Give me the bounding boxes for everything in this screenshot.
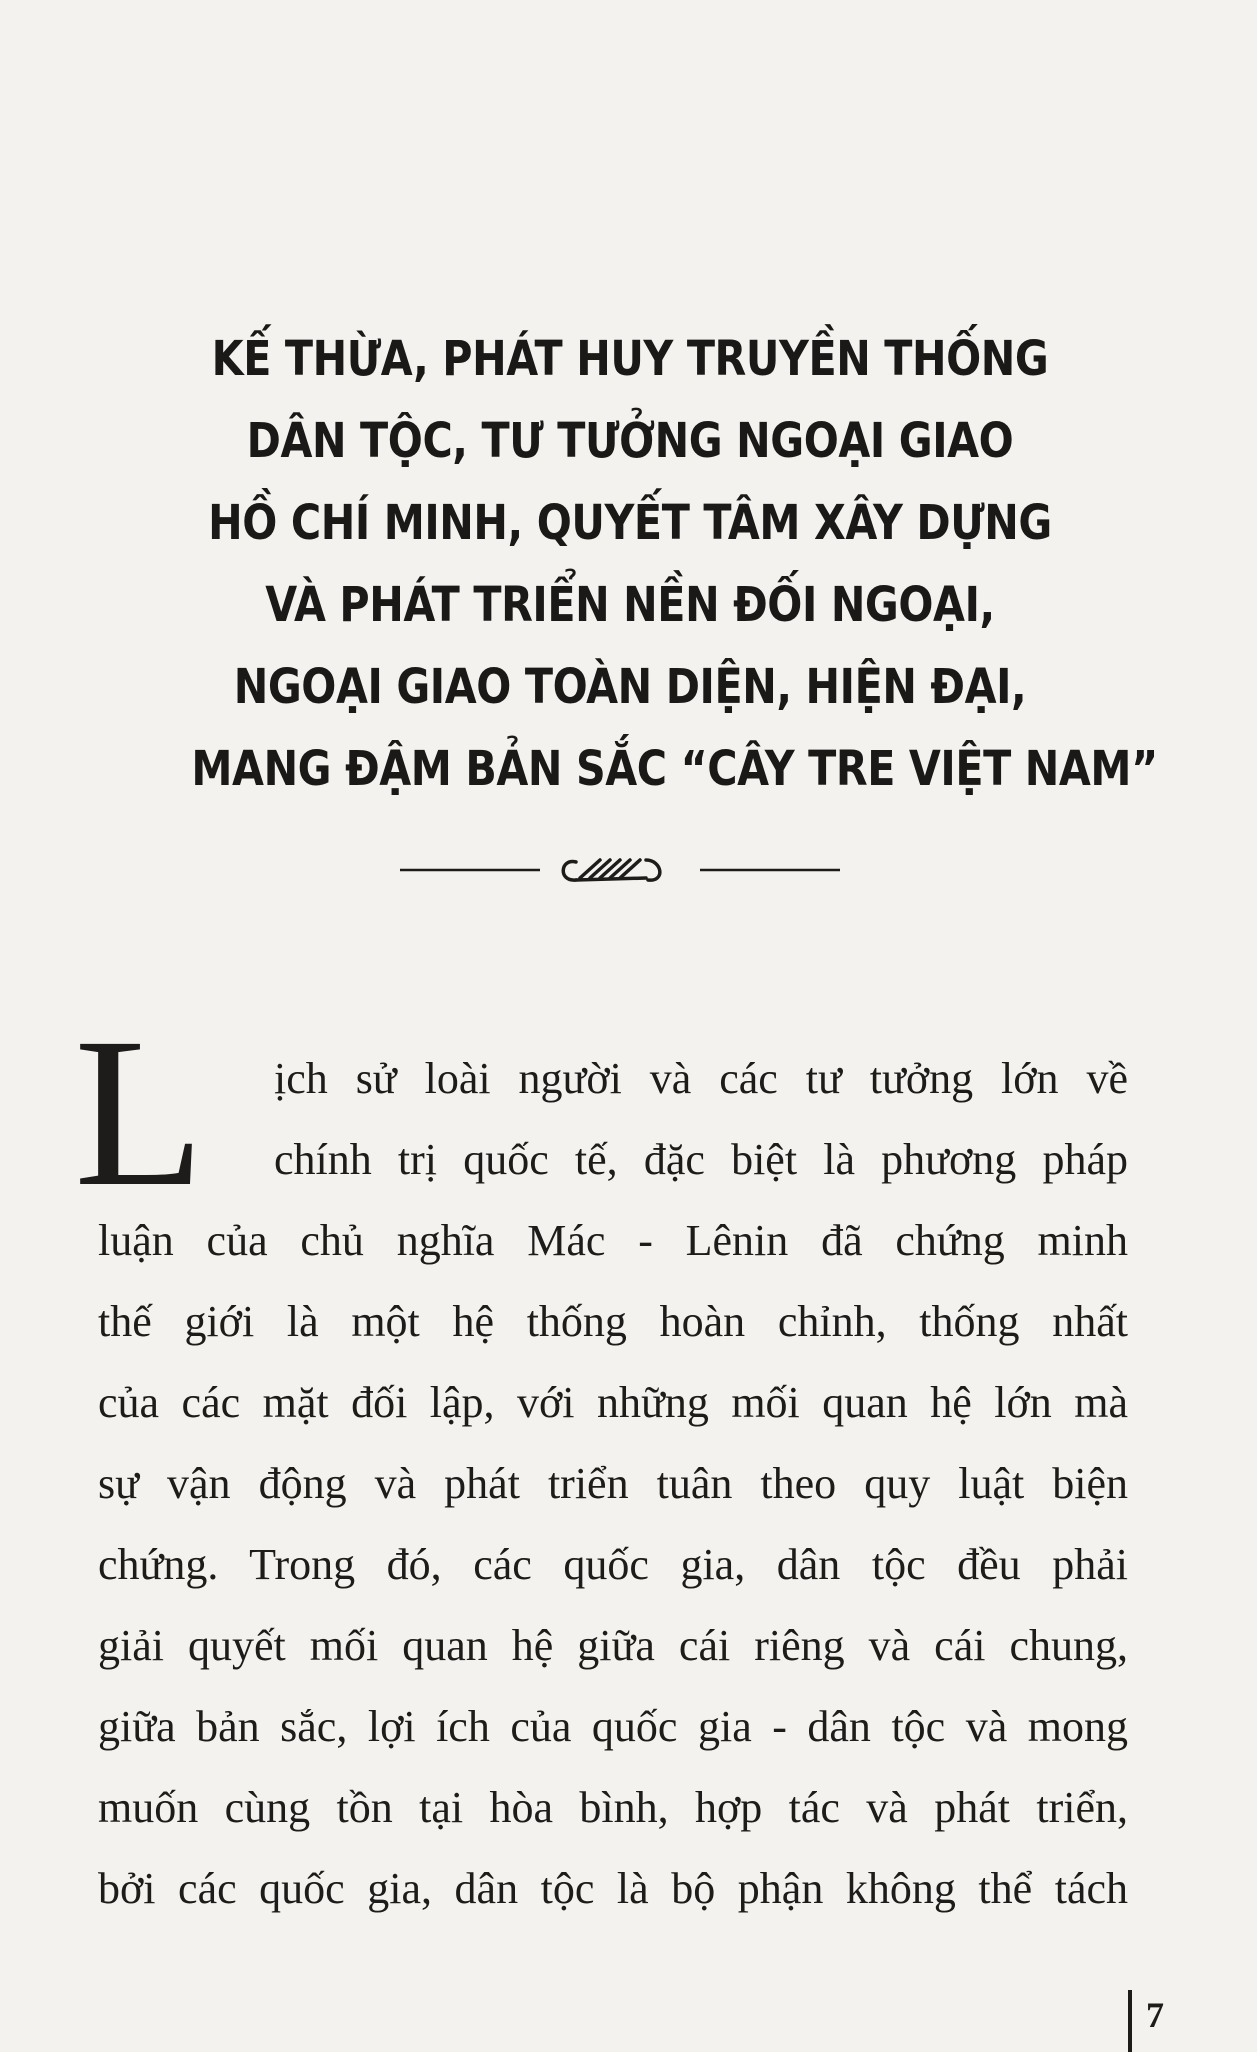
heading-line-3: HỒ CHÍ MINH, QUYẾT TÂM XÂY DỰNG	[208, 495, 1052, 551]
heading-line-1: KẾ THỪA, PHÁT HUY TRUYỀN THỐNG	[211, 331, 1049, 387]
body-line-7: chứng. Trong đó, các quốc gia, dân tộc đều phải	[98, 1540, 1128, 1589]
drop-cap-letter: L	[74, 994, 205, 1231]
body-line-11: bởi các quốc gia, dân tộc là bộ phận không thể tách	[98, 1864, 1128, 1913]
page-number: 7	[1146, 1995, 1164, 2035]
heading-line-6: MANG ĐẬM BẢN SẮC “CÂY TRE VIỆT NAM”	[191, 741, 1158, 797]
heading-line-5: NGOẠI GIAO TOÀN DIỆN, HIỆN ĐẠI,	[233, 659, 1027, 715]
ornament-flourish-icon	[563, 860, 660, 880]
body-line-2: chính trị quốc tế, đặc biệt là phương pháp	[274, 1135, 1128, 1184]
heading-line-4: VÀ PHÁT TRIỂN NỀN ĐỐI NGOẠI,	[265, 577, 995, 633]
heading-line-2: DÂN TỘC, TƯ TƯỞNG NGOẠI GIAO	[246, 413, 1014, 469]
body-line-4: thế giới là một hệ thống hoàn chỉnh, thống nhất	[98, 1297, 1128, 1346]
chapter-heading	[120, 318, 1158, 810]
body-line-5: của các mặt đối lập, với những mối quan hệ lớn mà	[98, 1378, 1128, 1427]
body-line-3: luận của chủ nghĩa Mác - Lênin đã chứng minh	[98, 1216, 1128, 1265]
body-line-6: sự vận động và phát triển tuân theo quy luật biện	[98, 1459, 1128, 1508]
body-line-1: ịch sử loài người và các tư tưởng lớn về	[274, 1054, 1128, 1103]
body-line-9: giữa bản sắc, lợi ích của quốc gia - dân tộc và mong	[98, 1702, 1128, 1751]
ornament-divider	[400, 852, 840, 888]
body-line-8: giải quyết mối quan hệ giữa cái riêng và cái chung,	[98, 1621, 1128, 1670]
page-number-rule	[1128, 1990, 1132, 2052]
body-line-10: muốn cùng tồn tại hòa bình, hợp tác và phát triển,	[98, 1783, 1128, 1832]
body-paragraph	[98, 1038, 1128, 1929]
